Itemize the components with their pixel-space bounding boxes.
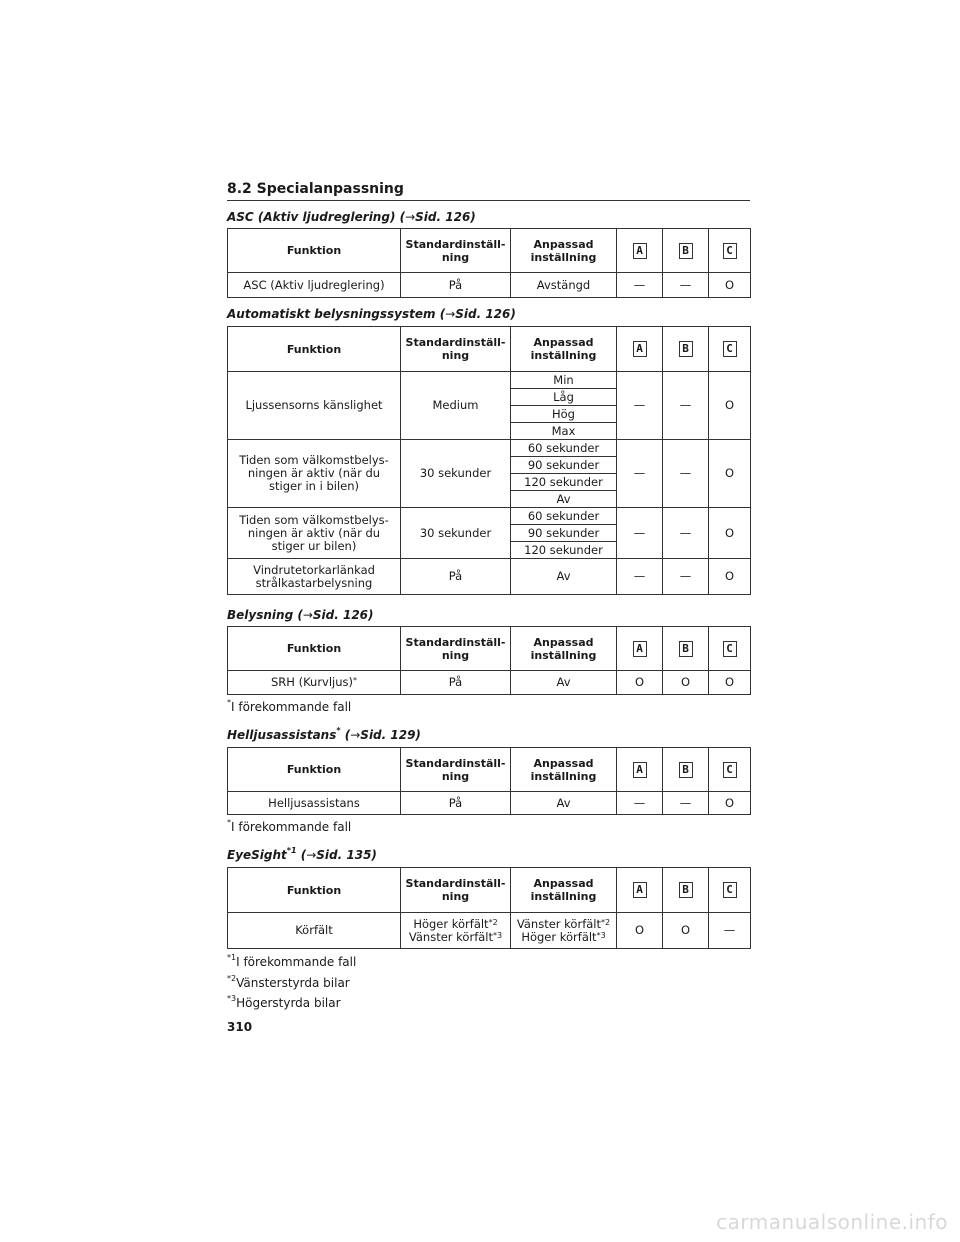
footnote	[227, 996, 341, 1010]
letter-a-icon: A	[633, 882, 647, 898]
cell-c: O	[709, 508, 751, 559]
cell-option: 60 sekunder	[511, 440, 617, 457]
cell-c: —	[709, 913, 751, 949]
arrow-icon: →	[306, 848, 317, 862]
helljus-heading	[227, 728, 421, 742]
header-c	[709, 327, 751, 372]
letter-c-icon: C	[723, 641, 737, 657]
footnote-marker: *1	[227, 953, 237, 962]
cell-a: —	[617, 508, 663, 559]
cell-text: Vänster körfält	[516, 916, 601, 931]
table-row	[228, 273, 751, 298]
cell-anpassad: Av	[511, 559, 617, 595]
header-anpassad: Anpassad inställning	[511, 748, 617, 792]
table-row	[228, 440, 751, 457]
belysning-table	[227, 626, 751, 695]
cell-option: 120 sekunder	[511, 474, 617, 491]
header-b	[663, 327, 709, 372]
footnote-marker: *	[353, 676, 358, 685]
asc-heading-text: ASC (Aktiv ljudreglering) (	[227, 210, 406, 224]
cell-standard: På	[401, 792, 511, 815]
letter-a-icon: A	[633, 243, 647, 259]
header-standard: Standardinställ-ning	[401, 327, 511, 372]
cell-a: —	[617, 792, 663, 815]
cell-b: —	[663, 273, 709, 298]
letter-c-icon: C	[723, 882, 737, 898]
cell-b: —	[663, 508, 709, 559]
footnote	[227, 955, 356, 969]
header-a	[617, 327, 663, 372]
cell-c: O	[709, 671, 751, 695]
header-c	[709, 229, 751, 273]
footnote-text: Högerstyrda bilar	[236, 996, 341, 1010]
footnote-marker: *	[336, 726, 341, 735]
cell-a: O	[617, 671, 663, 695]
header-anpassad: Anpassad inställning	[511, 327, 617, 372]
footnote	[227, 700, 351, 714]
table-header-row	[228, 868, 751, 913]
header-standard: Standardinställ-ning	[401, 868, 511, 913]
letter-a-icon: A	[633, 762, 647, 778]
eyesight-page-ref: Sid. 135)	[316, 848, 377, 862]
cell-b: —	[663, 559, 709, 595]
cell-funktion: Tiden som välkomstbelys-ningen är aktiv (när du stiger ur bilen)	[228, 508, 401, 559]
header-funktion: Funktion	[228, 229, 401, 273]
letter-b-icon: B	[679, 243, 693, 259]
cell-b: O	[663, 671, 709, 695]
letter-c-icon: C	[723, 243, 737, 259]
belysning-heading	[227, 608, 374, 622]
belysning-page-ref: Sid. 126)	[312, 608, 374, 622]
cell-funktion: ASC (Aktiv ljudreglering)	[228, 273, 401, 298]
table-row	[228, 559, 751, 595]
watermark: carmanualsonline.info	[716, 1210, 948, 1234]
belysningssystem-heading-text: Automatiskt belysningssystem (	[227, 307, 446, 321]
arrow-icon: →	[350, 728, 361, 742]
cell-c: O	[709, 273, 751, 298]
letter-b-icon: B	[679, 762, 693, 778]
cell-b: —	[663, 372, 709, 440]
header-funktion: Funktion	[228, 627, 401, 671]
header-standard: Standardinställ-ning	[401, 229, 511, 273]
cell-funktion: Ljussensorns känslighet	[228, 372, 401, 440]
footnote-marker: *3	[493, 930, 503, 940]
footnote-text: I förekommande fall	[231, 820, 352, 834]
asc-table	[227, 228, 751, 298]
cell-funktion: Körfält	[228, 913, 401, 949]
belysning-heading-text: Belysning (	[227, 608, 303, 622]
helljus-heading-text: Helljusassistans	[227, 728, 337, 742]
header-a	[617, 748, 663, 792]
header-anpassad: Anpassad inställning	[511, 229, 617, 273]
cell-anpassad: Avstängd	[511, 273, 617, 298]
cell-standard	[401, 913, 511, 949]
cell-standard: På	[401, 671, 511, 695]
table-row	[228, 372, 751, 389]
belysningssystem-table	[227, 326, 751, 595]
letter-c-icon: C	[723, 762, 737, 778]
cell-a: —	[617, 559, 663, 595]
cell-funktion	[228, 671, 401, 695]
cell-anpassad: Av	[511, 792, 617, 815]
letter-c-icon: C	[723, 341, 737, 357]
cell-standard: Medium	[401, 372, 511, 440]
footnote-marker: *	[227, 818, 231, 827]
header-funktion: Funktion	[228, 748, 401, 792]
letter-b-icon: B	[679, 882, 693, 898]
arrow-icon: →	[445, 307, 456, 321]
header-funktion: Funktion	[228, 327, 401, 372]
table-header-row	[228, 627, 751, 671]
cell-c: O	[709, 792, 751, 815]
footnote	[227, 976, 350, 990]
cell-funktion: Tiden som välkomstbelys-ningen är aktiv (när du stiger in i bilen)	[228, 440, 401, 508]
footnote-text: I förekommande fall	[236, 955, 357, 969]
cell-option: Max	[511, 423, 617, 440]
header-c	[709, 627, 751, 671]
section-title: 8.2 Specialanpassning	[227, 181, 404, 197]
helljus-page-ref: Sid. 129)	[360, 728, 421, 742]
header-b	[663, 868, 709, 913]
eyesight-heading	[227, 848, 377, 862]
footnote-marker: *2	[488, 917, 498, 927]
table-row	[228, 913, 751, 949]
footnote-text: I förekommande fall	[231, 700, 352, 714]
belysningssystem-heading	[227, 307, 516, 321]
cell-text: Vänster körfält	[408, 929, 493, 944]
header-c	[709, 748, 751, 792]
eyesight-heading-text: EyeSight	[227, 848, 287, 862]
cell-anpassad: Av	[511, 671, 617, 695]
cell-standard: 30 sekunder	[401, 508, 511, 559]
cell-option: Av	[511, 491, 617, 508]
helljus-table	[227, 747, 751, 815]
cell-a: —	[617, 440, 663, 508]
cell-c: O	[709, 372, 751, 440]
cell-option: 90 sekunder	[511, 457, 617, 474]
cell-b: —	[663, 440, 709, 508]
footnote-marker: *1	[286, 846, 297, 855]
cell-funktion: Helljusassistans	[228, 792, 401, 815]
eyesight-table	[227, 867, 751, 949]
cell-standard: 30 sekunder	[401, 440, 511, 508]
cell-standard: På	[401, 273, 511, 298]
header-standard: Standardinställ-ning	[401, 748, 511, 792]
letter-b-icon: B	[679, 341, 693, 357]
eyesight-heading-paren: (	[296, 848, 307, 862]
section-header	[227, 178, 750, 201]
cell-text: Höger körfält	[413, 916, 489, 931]
header-b	[663, 748, 709, 792]
footnote-text: Vänsterstyrda bilar	[236, 976, 350, 990]
header-a	[617, 229, 663, 273]
asc-page-ref: Sid. 126)	[415, 210, 476, 224]
header-anpassad: Anpassad inställning	[511, 627, 617, 671]
table-row	[228, 671, 751, 695]
footnote-marker: *3	[227, 994, 237, 1003]
cell-c: O	[709, 440, 751, 508]
table-header-row	[228, 229, 751, 273]
asc-heading	[227, 210, 476, 224]
letter-b-icon: B	[679, 641, 693, 657]
cell-a: O	[617, 913, 663, 949]
letter-a-icon: A	[633, 341, 647, 357]
header-a	[617, 627, 663, 671]
header-b	[663, 229, 709, 273]
page-number: 310	[227, 1020, 253, 1034]
footnote-marker: *3	[596, 930, 606, 940]
footnote	[227, 820, 351, 834]
cell-a: —	[617, 273, 663, 298]
belysningssystem-page-ref: Sid. 126)	[455, 307, 516, 321]
header-funktion: Funktion	[228, 868, 401, 913]
header-anpassad: Anpassad inställning	[511, 868, 617, 913]
arrow-icon: →	[302, 608, 313, 622]
footnote-marker: *2	[601, 917, 611, 927]
cell-text: Höger körfält	[521, 929, 597, 944]
header-b	[663, 627, 709, 671]
footnote-marker: *	[227, 698, 231, 707]
cell-option: 60 sekunder	[511, 508, 617, 525]
header-c	[709, 868, 751, 913]
cell-funktion-text: SRH (Kurvljus)	[270, 675, 354, 689]
table-row	[228, 792, 751, 815]
cell-option: Hög	[511, 406, 617, 423]
table-header-row	[228, 748, 751, 792]
header-standard: Standardinställ-ning	[401, 627, 511, 671]
cell-b: —	[663, 792, 709, 815]
table-header-row	[228, 327, 751, 372]
footnote-marker: *2	[227, 974, 237, 983]
header-a	[617, 868, 663, 913]
cell-option: 90 sekunder	[511, 525, 617, 542]
cell-b: O	[663, 913, 709, 949]
cell-option: 120 sekunder	[511, 542, 617, 559]
helljus-heading-paren: (	[340, 728, 351, 742]
table-row	[228, 508, 751, 525]
arrow-icon: →	[405, 210, 416, 224]
cell-c: O	[709, 559, 751, 595]
cell-standard: På	[401, 559, 511, 595]
cell-funktion: Vindrutetorkarlänkad strålkastarbelysning	[228, 559, 401, 595]
cell-a: —	[617, 372, 663, 440]
letter-a-icon: A	[633, 641, 647, 657]
cell-anpassad	[511, 913, 617, 949]
cell-option: Låg	[511, 389, 617, 406]
cell-option: Min	[511, 372, 617, 389]
